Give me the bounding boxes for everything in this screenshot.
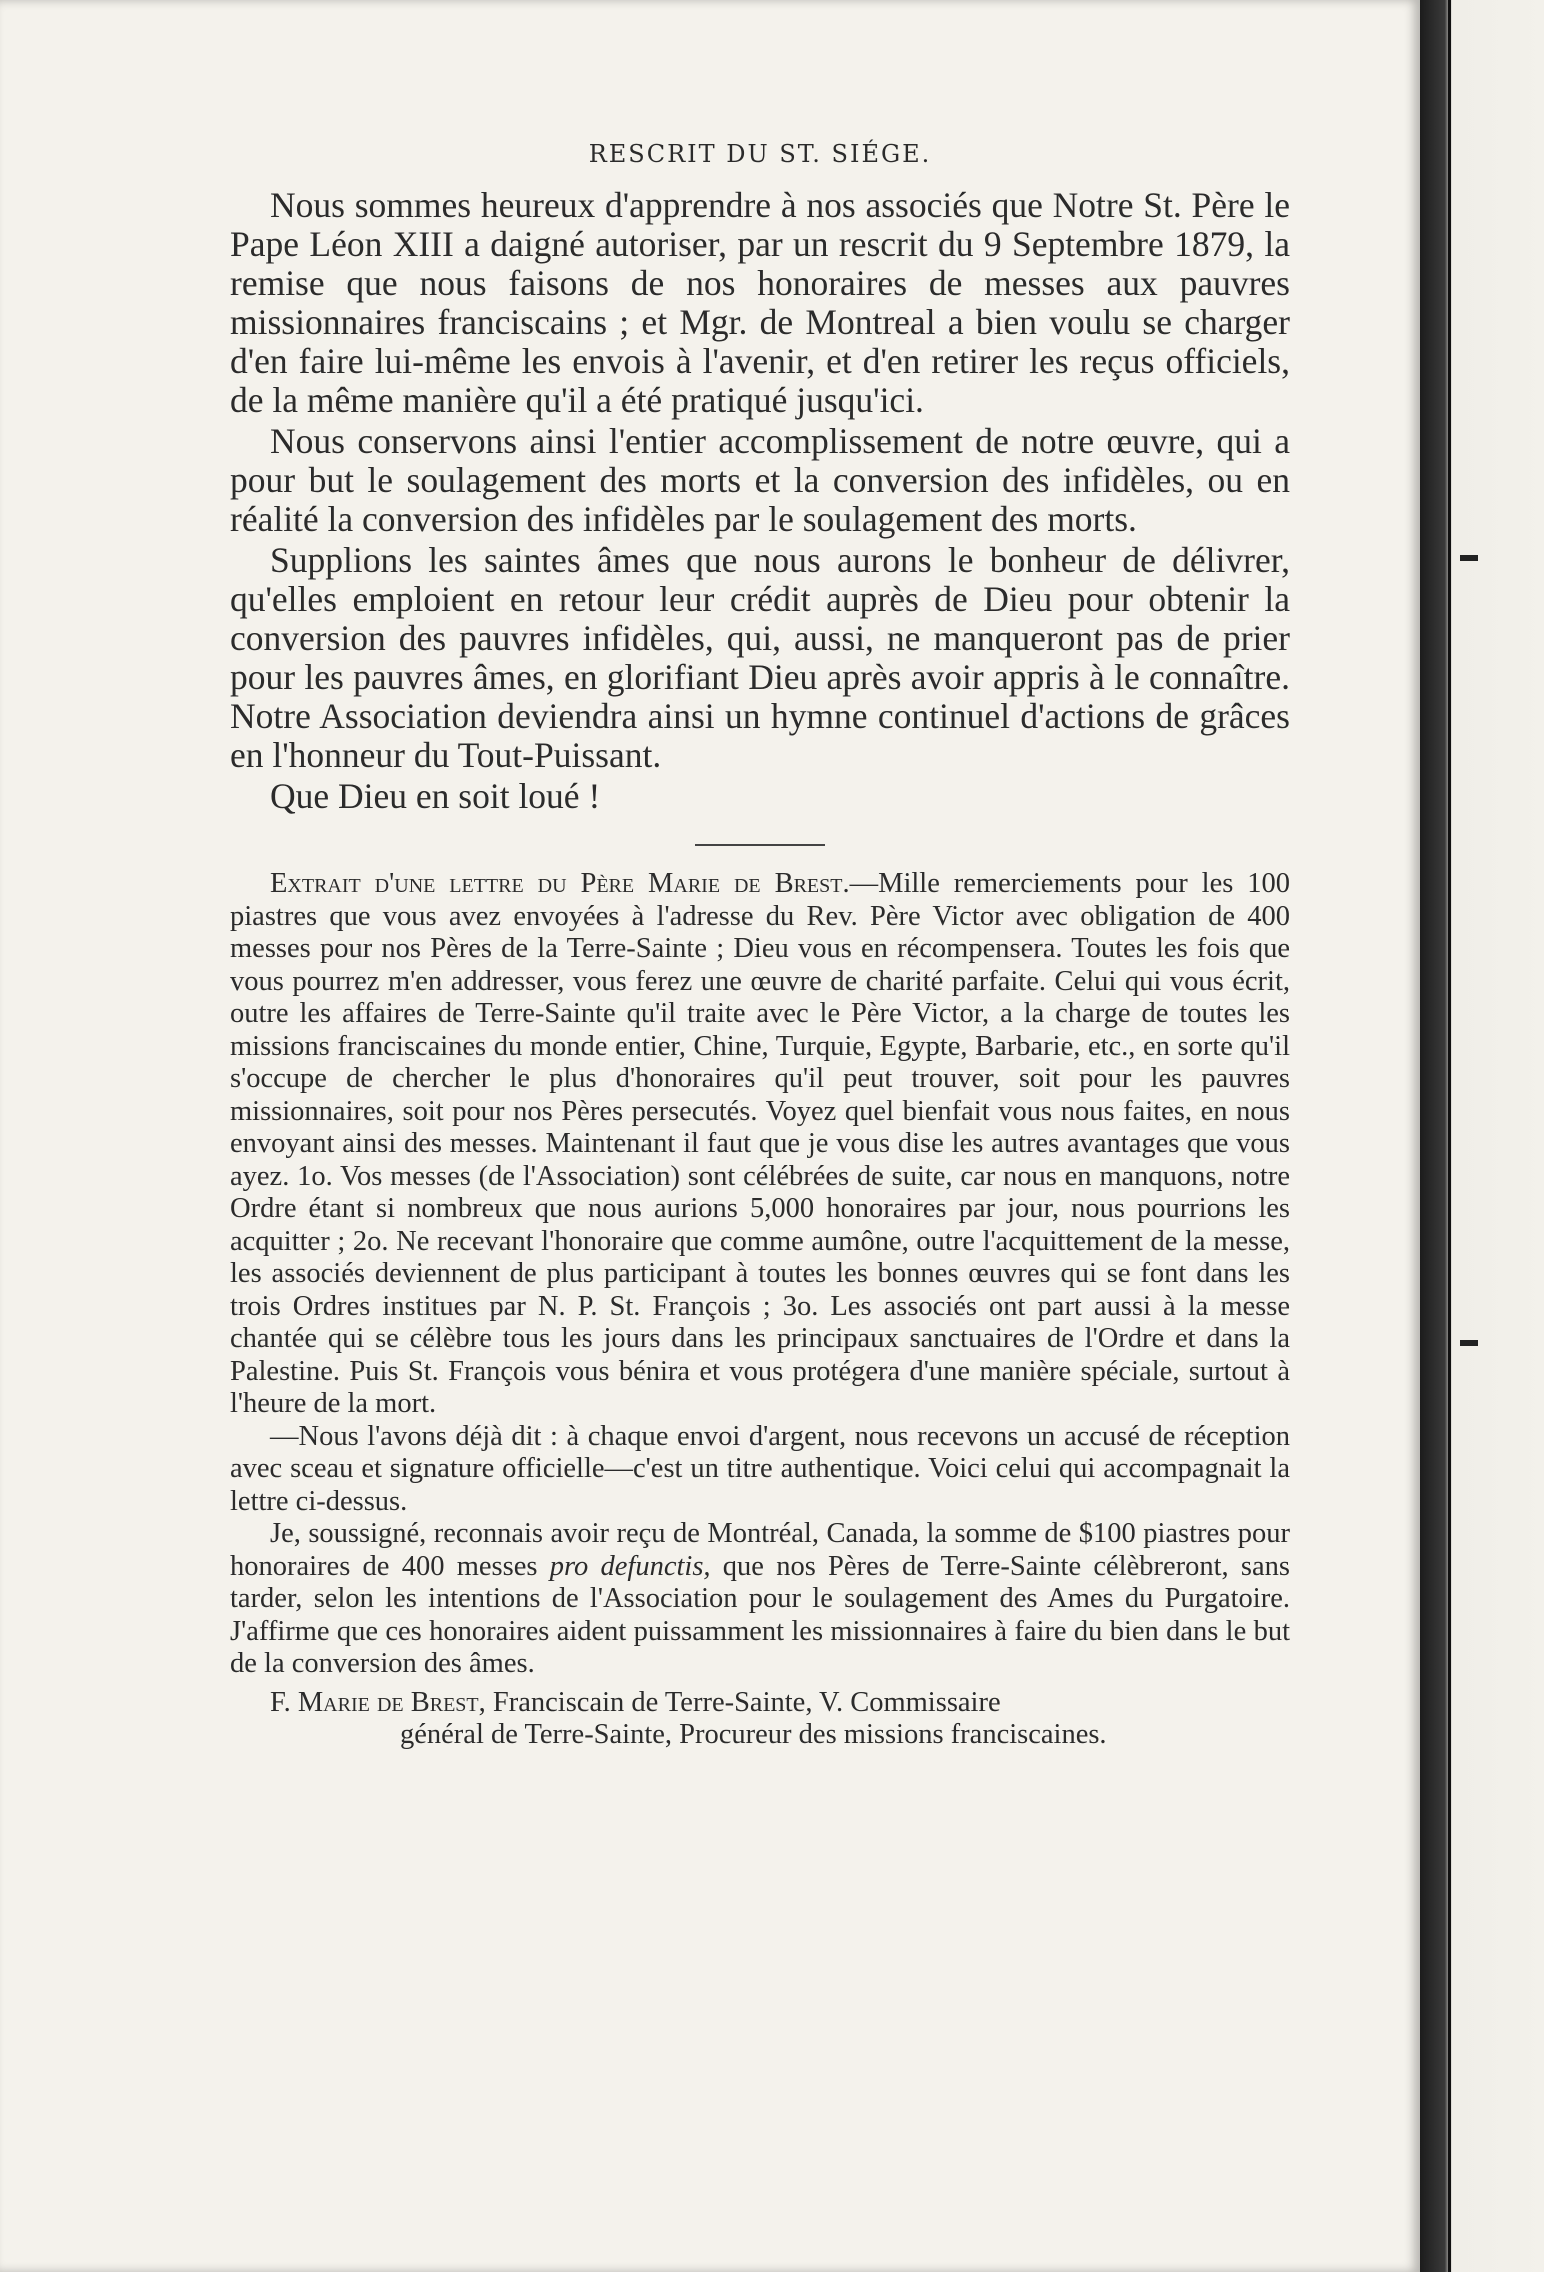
letter-extract	[230, 868, 1290, 1421]
section-divider	[695, 844, 825, 846]
edge-mark	[1460, 1340, 1478, 1346]
paragraph-2: Nous conservons ainsi l'entier accomplissement de notre œuvre, qui a pour but le soulagement des morts et la conversion des infidèles, ou en réalité la conversion des infidèles par le soulagement des morts.	[230, 421, 1290, 539]
signature-block	[270, 1687, 1290, 1751]
edge-mark	[1460, 555, 1478, 561]
signature-line2: général de Terre-Sainte, Procureur des missions franciscaines.	[400, 1718, 1107, 1750]
note-paragraph: —Nous l'avons déjà dit : à chaque envoi d'argent, nous recevons un accusé de réception avec sceau et signature officielle—c'est un titre authentique. Voici celui qui accompagnait la lettre ci-dessus.	[230, 1420, 1290, 1517]
receipt-italic: pro defunctis,	[549, 1550, 711, 1582]
receipt-text-after: que nos Pères de Terre-Sainte célèbreront, sans tarder, selon les intentions de l'Association pour le soulagement des Ames du Purgatoire. J'affirme que ces honoraires aident puissamment les missionnaires à faire du bien dans le but de la conversion des âmes.	[230, 1550, 1290, 1679]
page-heading: RESCRIT DU ST. SIÉGE.	[588, 140, 932, 168]
extract-title: Extrait d'une lettre du Père Marie de Brest.	[270, 868, 850, 899]
document-content	[230, 140, 1290, 1751]
receipt-text-before: Je, soussigné, reconnais avoir reçu de Montréal, Canada, la somme de $100 piastres pour honoraires de 400 messes	[230, 1518, 1290, 1582]
paragraph-3: Supplions les saintes âmes que nous aurons le bonheur de délivrer, qu'elles emploient en retour leur crédit auprès de Dieu pour obtenir la conversion des pauvres infidèles, qui, aussi, ne manqueront pas de prier pour les pauvres âmes, en glorifiant Dieu après avoir appris à le connaître. Notre Association deviendra ainsi un hymne continuel d'actions de grâces en l'honneur du Tout-Puissant.	[230, 540, 1290, 775]
receipt-paragraph	[230, 1518, 1290, 1681]
adjacent-page-edge	[1420, 0, 1544, 2272]
extract-body: —Mille remerciements pour les 100 piastres que vous avez envoyées à l'adresse du Rev. Père Victor avec obligation de 400 messes pour nos Pères de la Terre-Sainte ; Dieu vous en récompensera. Toutes les fois que vous pourrez m'en addresser, vous ferez une œuvre de charité parfaite. Celui qui vous écrit, outre les affaires de Terre-Sainte qu'il traite avec le Père Victor, a la charge de toutes les missions franciscaines du monde entier, Chine, Turquie, Egypte, Barbarie, etc., en sorte qu'il s'occupe de chercher le plus d'honoraires qu'il peut trouver, soit pour les pauvres missionnaires, soit pour nos Pères persecutés. Voyez quel bienfait vous nous faites, en nous envoyant ainsi des messes. Maintenant il faut que je vous dise les autres avantages que vous ayez. 1o. Vos messes (de l'Association) sont célébrées de suite, car nous en manquons, notre Ordre étant si nombreux que nous aurions 5,000 honoraires par jour, nous pourrions les acquitter ; 2o. Ne recevant l'honoraire que comme aumône, outre l'acquittement de la messe, les associés deviennent de plus participant à toutes les bonnes œuvres qui se font dans les trois Ordres institues par N. P. St. François ; 3o. Les associés ont part aussi à la messe chantée qui se célèbre tous les jours dans les principaux sanctuaires de l'Ordre et dans la Palestine. Puis St. François vous bénira et vous protégera d'une manière spéciale, surtout à l'heure de la mort.	[230, 868, 1290, 1419]
binding-edge	[1448, 0, 1451, 2272]
signature-name: F. Marie de Brest,	[270, 1686, 486, 1718]
paragraph-4: Que Dieu en soit loué !	[270, 776, 601, 816]
paragraph-1: Nous sommes heureux d'apprendre à nos associés que Notre St. Père le Pape Léon XIII a daigné autoriser, par un rescrit du 9 Septembre 1879, la remise que nous faisons de nos honoraires de messes aux pauvres missionnaires franciscains ; et Mgr. de Montreal a bien voulu se charger d'en faire lui-même les envois à l'avenir, et d'en retirer les reçus officiels, de la même manière qu'il a été pratiqué jusqu'ici.	[230, 185, 1290, 420]
signature-line1: Franciscain de Terre-Sainte, V. Commissaire	[485, 1686, 1001, 1718]
